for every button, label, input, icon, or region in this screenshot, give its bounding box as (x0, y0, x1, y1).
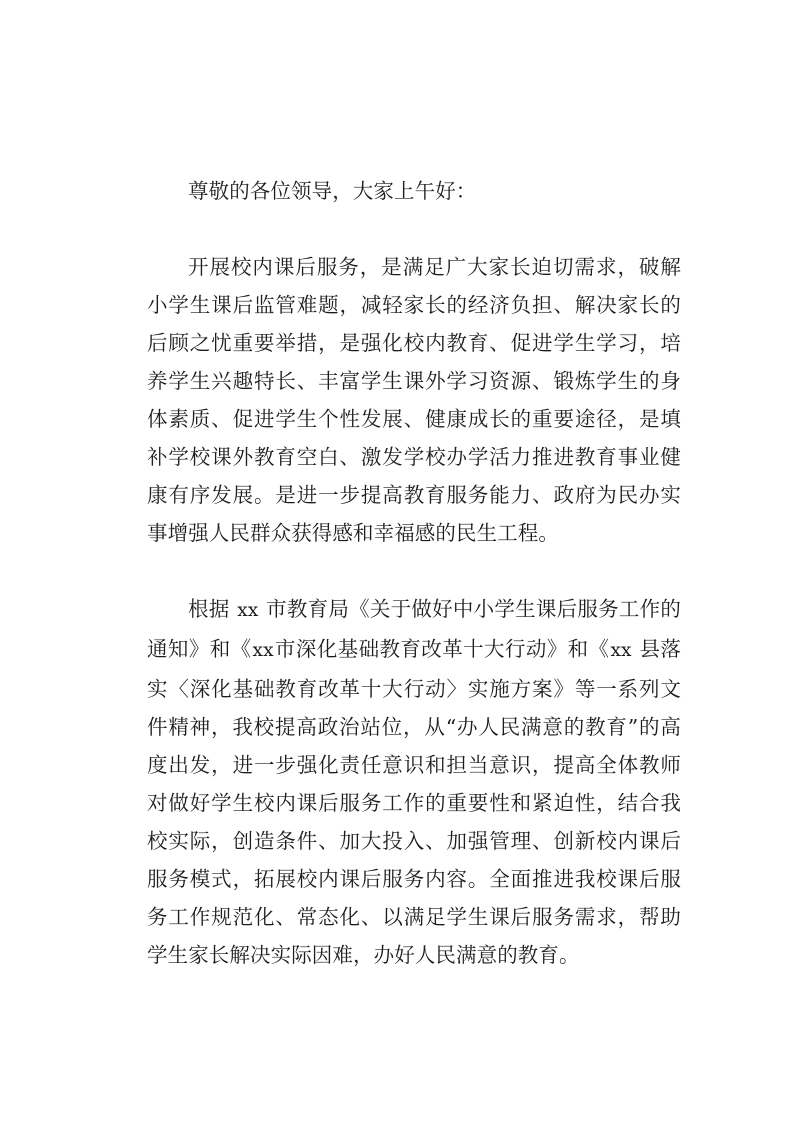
policy-latin-token-1: xx (237, 600, 259, 621)
document-body (147, 172, 681, 974)
paragraph-policy-basis (147, 590, 681, 974)
policy-text-segment-1: 根据 (188, 597, 237, 621)
policy-text-segment-4: 县落实〈深化基础教育改革十大行动〉实施方案》等一系列文件精神，我校提高政治站位，从“办人民满意的教育”的高度出发，进一步强化责任意识和担当意识，提高全体教师对做好学生校内课后服务工作的重要性和紧迫性，结合我校实际，创造条件、加大投入、加强管理、创新校内课后服务模式，拓展校内课后服务内容。全面推进我校课后服务工作规范化、常态化、以满足学生课后服务需求，帮助学生家长解决实际因难，办好人民满意的教育。 (147, 637, 681, 967)
policy-text-segment-2: 市教育局《关于做好中小学生课后服务工作的通知》和《 (147, 597, 681, 661)
paragraph-significance: 开展校内课后服务，是满足广大家长迫切需求，破解小学生课后监管难题，减轻家长的经济负担、解决家长的后顾之忧重要举措，是强化校内教育、促进学生学习，培养学生兴趣特长、丰富学生课外学习资源、锻炼学生的身体素质、促进学生个性发展、健康成长的重要途径，是填补学校课外教育空白、激发学校办学活力推进教育事业健康有序发展。是进一步提高教育服务能力、政府为民办实事增强人民群众获得感和幸福感的民生工程。 (147, 255, 681, 545)
policy-latin-token-2: xx (252, 640, 274, 661)
policy-text-segment-3: 市深化基础教育改革十大行动》和《 (274, 637, 610, 661)
paragraph-greeting: 尊敬的各位领导，大家上午好： (188, 179, 477, 203)
policy-latin-token-3: xx (610, 640, 632, 661)
